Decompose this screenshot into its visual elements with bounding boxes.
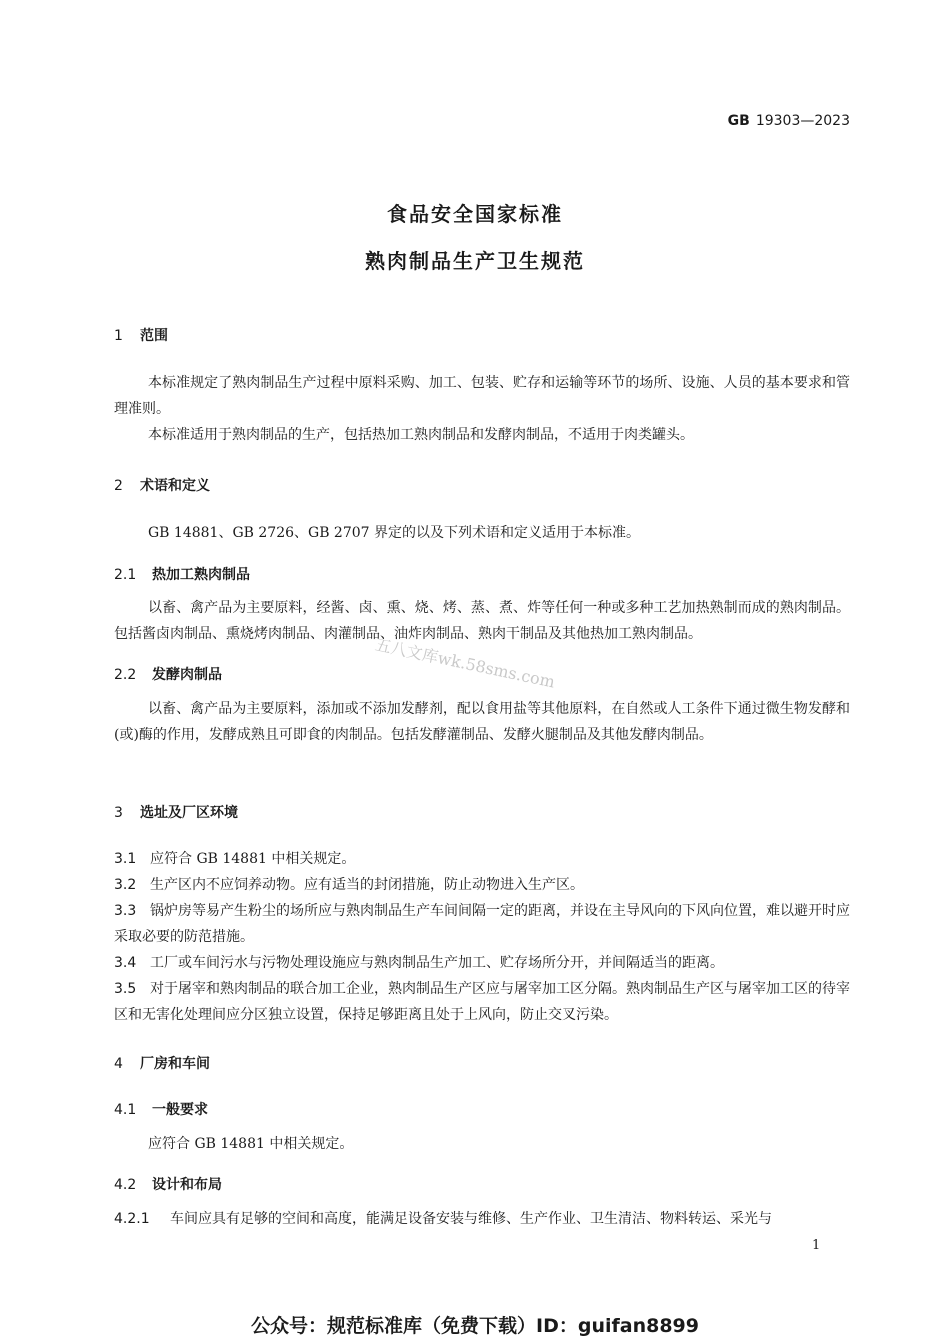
clause-3-4 xyxy=(114,950,850,976)
subsection-title: 发酵肉制品 xyxy=(152,667,222,683)
section-title: 厂房和车间 xyxy=(140,1056,210,1072)
clause-number: 3.1 xyxy=(114,851,137,867)
subsection-number: 4.2 xyxy=(114,1177,137,1193)
clause-number: 3.5 xyxy=(114,981,137,997)
subsection-title: 设计和布局 xyxy=(152,1177,222,1193)
clause-3-3 xyxy=(114,898,850,950)
subsection-number: 2.2 xyxy=(114,667,137,683)
section-title: 选址及厂区环境 xyxy=(140,805,238,821)
section-1-heading xyxy=(114,325,168,345)
document-title-line1: 食品安全国家标准 xyxy=(387,202,563,226)
section-2-1-definition: 以畜、禽产品为主要原料，经酱、卤、熏、烧、烤、蒸、煮、炸等任何一种或多种工艺加热熟制而成的熟肉制品。包括酱卤肉制品、熏烧烤肉制品、肉灌制品、油炸肉制品、熟肉干制品及其他热加工熟肉制品。 xyxy=(114,600,850,642)
section-2-paragraph: GB 14881、GB 2726、GB 2707 界定的以及下列术语和定义适用于本标准。 xyxy=(148,525,641,541)
clause-4-2-1 xyxy=(114,1206,850,1232)
section-1-paragraph-2: 本标准适用于熟肉制品的生产，包括热加工熟肉制品和发酵肉制品，不适用于肉类罐头。 xyxy=(148,427,694,443)
clause-number: 3.2 xyxy=(114,877,137,893)
clause-text: 对于屠宰和熟肉制品的联合加工企业，熟肉制品生产区应与屠宰加工区分隔。熟肉制品生产区与屠宰加工区的待宰区和无害化处理间应分区独立设置，保持足够距离且处于上风向，防止交叉污染。 xyxy=(114,981,850,1023)
section-title: 范围 xyxy=(140,328,168,344)
clause-3-1 xyxy=(114,846,850,872)
subsection-title: 一般要求 xyxy=(152,1102,208,1118)
section-2-2-definition: 以畜、禽产品为主要原料，添加或不添加发酵剂，配以食用盐等其他原料，在自然或人工条件下通过微生物发酵和(或)酶的作用，发酵成熟且可即食的肉制品。包括发酵灌制品、发酵火腿制品及其他发酵肉制品。 xyxy=(114,701,850,743)
clause-text: 锅炉房等易产生粉尘的场所应与熟肉制品生产车间间隔一定的距离，并设在主导风向的下风向位置，难以避开时应采取必要的防范措施。 xyxy=(114,903,850,945)
standard-code-prefix: GB xyxy=(727,113,750,129)
subsection-number: 4.1 xyxy=(114,1102,137,1118)
clause-text: 生产区内不应饲养动物。应有适当的封闭措施，防止动物进入生产区。 xyxy=(150,877,584,893)
clause-3-2 xyxy=(114,872,850,898)
section-4-2-heading xyxy=(114,1174,222,1194)
document-title-line2: 熟肉制品生产卫生规范 xyxy=(365,249,585,273)
section-number: 2 xyxy=(114,478,123,494)
clause-number: 3.3 xyxy=(114,903,137,919)
standard-code-number: 19303—2023 xyxy=(755,113,850,129)
section-4-heading xyxy=(114,1053,210,1073)
clause-number: 4.2.1 xyxy=(114,1211,150,1227)
section-title: 术语和定义 xyxy=(140,478,210,494)
section-1-paragraph-1: 本标准规定了熟肉制品生产过程中原料采购、加工、包装、贮存和运输等环节的场所、设施、人员的基本要求和管理准则。 xyxy=(114,375,850,417)
watermark: 五八文库wk.58sms.com xyxy=(373,634,557,692)
clause-text: 车间应具有足够的空间和高度，能满足设备安装与维修、生产作业、卫生清洁、物料转运、采光与 xyxy=(170,1211,772,1227)
section-number: 3 xyxy=(114,805,123,821)
section-2-1-heading xyxy=(114,564,250,584)
clause-text: 工厂或车间污水与污物处理设施应与熟肉制品生产加工、贮存场所分开，并间隔适当的距离。 xyxy=(150,955,724,971)
section-3-heading xyxy=(114,802,238,822)
subsection-number: 2.1 xyxy=(114,567,137,583)
clause-text: 应符合 GB 14881 中相关规定。 xyxy=(150,851,356,867)
standard-code xyxy=(0,113,850,129)
subsection-title: 热加工熟肉制品 xyxy=(152,567,250,583)
section-number: 4 xyxy=(114,1056,123,1072)
page-number: 1 xyxy=(812,1238,821,1253)
section-2-heading xyxy=(114,475,210,495)
section-2-2-heading xyxy=(114,664,222,684)
section-4-1-text: 应符合 GB 14881 中相关规定。 xyxy=(148,1136,354,1152)
clause-3-5 xyxy=(114,976,850,1028)
section-number: 1 xyxy=(114,328,123,344)
section-4-1-heading xyxy=(114,1099,208,1119)
clause-number: 3.4 xyxy=(114,955,137,971)
footer-banner: 公众号：规范标准库（免费下载）ID：guifan8899 xyxy=(251,1315,699,1337)
